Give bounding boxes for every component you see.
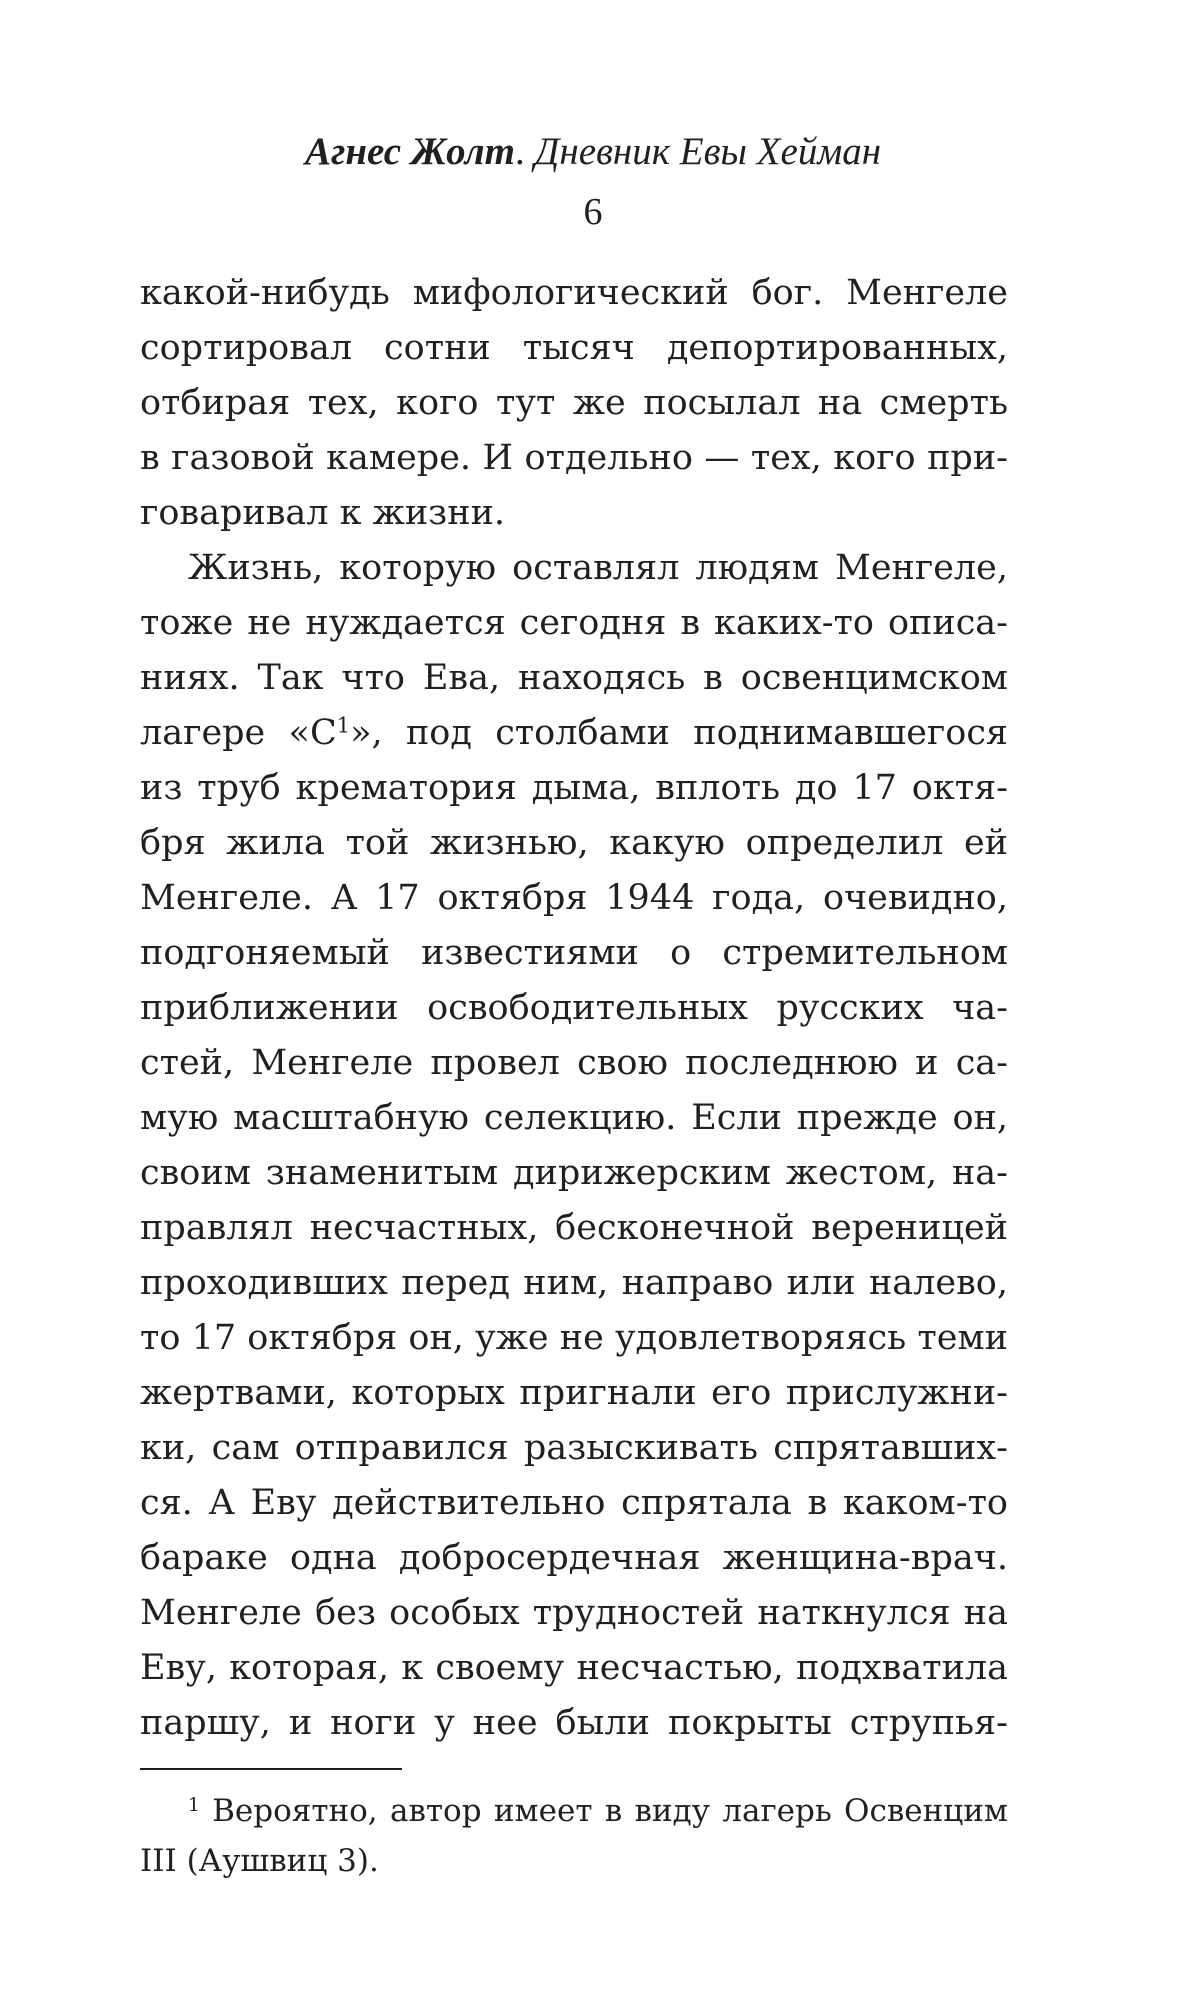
text-line: тоже не нуждается сегодня в каких-то описа- bbox=[140, 603, 1008, 643]
text-line: ки, сам отправился разыскивать спрятавших- bbox=[140, 1428, 1008, 1468]
text-line: сортировал сотни тысяч депортированных, bbox=[140, 328, 1008, 368]
text-line: подгоняемый известиями о стремительном bbox=[140, 933, 1008, 973]
footnote-divider bbox=[140, 1768, 402, 1770]
running-head bbox=[0, 128, 1186, 176]
page-number: 6 bbox=[583, 191, 603, 233]
author-name: Агнес Жолт bbox=[304, 130, 516, 173]
text-line: мую масштабную селекцию. Если прежде он, bbox=[140, 1098, 1008, 1138]
text-line: бря жила той жизнью, какую определил ей bbox=[140, 823, 1008, 863]
text-line: жертвами, которых пригнали его прислужни- bbox=[140, 1373, 1008, 1413]
text-segment: », под столбами поднимавшегося bbox=[350, 713, 1008, 753]
text-line: Менгеле без особых трудностей наткнулся на bbox=[140, 1593, 1008, 1633]
text-line: паршу, и ноги у нее были покрыты струпья- bbox=[140, 1703, 1008, 1743]
text-line: ниях. Так что Ева, находясь в освенцимском bbox=[140, 658, 1008, 698]
text-line: то 17 октября он, уже не удовлетворяясь теми bbox=[140, 1318, 1008, 1358]
header-separator: . bbox=[515, 130, 535, 173]
text-line: из труб крематория дыма, вплоть до 17 октя- bbox=[140, 768, 1008, 808]
text-line: правлял несчастных, бесконечной вереницей bbox=[140, 1208, 1008, 1248]
text-line: в газовой камере. И отдельно — тех, кого при- bbox=[140, 438, 1008, 478]
text-line: какой-нибудь мифологический бог. Менгеле bbox=[140, 273, 1008, 313]
text-segment: лагере «С bbox=[140, 713, 337, 753]
text-line: говаривал к жизни. bbox=[140, 493, 506, 533]
text-line: Еву, которая, к своему несчастью, подхватила bbox=[140, 1648, 1008, 1688]
text-line: проходивших перед ним, направо или налево, bbox=[140, 1263, 1008, 1303]
footnote-text: Вероятно, автор имеет в виду лагерь Освенцим bbox=[199, 1793, 1008, 1829]
footnote-mark: 1 bbox=[188, 1794, 200, 1816]
book-title: Дневник Евы Хейман bbox=[534, 130, 882, 173]
text-line: бараке одна добросердечная женщина-врач. bbox=[140, 1538, 1008, 1578]
text-line: стей, Менгеле провел свою последнюю и са- bbox=[140, 1043, 1008, 1083]
text-line: Менгеле. А 17 октября 1944 года, очевидно, bbox=[140, 878, 1008, 918]
text-line: ся. А Еву действительно спрятала в каком-то bbox=[140, 1483, 1008, 1523]
text-line: приближении освободительных русских ча- bbox=[140, 988, 1008, 1028]
footnote-line bbox=[140, 1786, 1008, 1836]
footnote-reference: 1 bbox=[336, 713, 351, 738]
text-line: отбирая тех, кого тут же посылал на смерть bbox=[140, 383, 1008, 423]
body-text bbox=[140, 266, 1008, 1751]
text-line: своим знаменитым дирижерским жестом, на- bbox=[140, 1153, 1008, 1193]
text-line bbox=[140, 706, 1008, 761]
footnote bbox=[140, 1786, 1008, 1886]
text-line: Жизнь, которую оставлял людям Менгеле, bbox=[188, 548, 1008, 588]
footnote-line: III (Аушвиц 3). bbox=[140, 1843, 379, 1879]
